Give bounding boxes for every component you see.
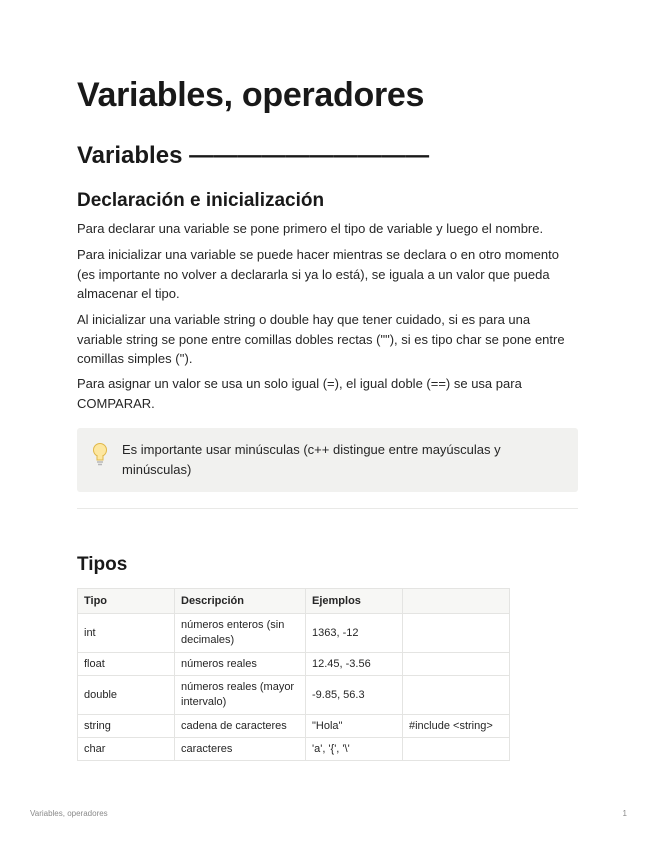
table-cell: string <box>78 715 175 738</box>
table-cell: números enteros (sin decimales) <box>175 614 306 653</box>
table-cell: #include <string> <box>403 715 510 738</box>
table-cell: double <box>78 676 175 715</box>
table-row <box>78 653 510 676</box>
table-cell: "Hola" <box>306 715 403 738</box>
table-cell <box>403 653 510 676</box>
table-cell: números reales <box>175 653 306 676</box>
column-header: Ejemplos <box>306 589 403 614</box>
table-cell: int <box>78 614 175 653</box>
table-cell: números reales (mayor intervalo) <box>175 676 306 715</box>
table-cell <box>403 738 510 761</box>
page-number: 1 <box>622 809 627 818</box>
table-cell: char <box>78 738 175 761</box>
callout-box <box>77 428 578 492</box>
types-table <box>77 588 510 761</box>
table-cell: caracteres <box>175 738 306 761</box>
table-cell <box>403 676 510 715</box>
paragraph-asignar: Para asignar un valor se usa un solo igual (=), el igual doble (==) se usa para COMPARAR. <box>77 376 522 411</box>
table-row <box>78 614 510 653</box>
table-cell: -9.85, 56.3 <box>306 676 403 715</box>
lightbulb-icon <box>92 442 108 468</box>
table-row <box>78 676 510 715</box>
table-row <box>78 715 510 738</box>
section-heading-variables: Variables —————————— <box>77 142 430 169</box>
paragraph-declarar: Para declarar una variable se pone primero el tipo de variable y luego el nombre. <box>77 221 544 236</box>
column-header <box>403 589 510 614</box>
table-cell: 'a', '{', '\' <box>306 738 403 761</box>
footer-title: Variables, operadores <box>30 809 108 818</box>
divider <box>77 508 578 509</box>
table-cell: float <box>78 653 175 676</box>
table-cell: 12.45, -3.56 <box>306 653 403 676</box>
subheading-tipos: Tipos <box>77 554 128 575</box>
paragraph-comillas: Al inicializar una variable string o double hay que tener cuidado, si es para una variable string se pone entre comillas dobles rectas (""), si es tipo char se pone entre comillas simples (''). <box>77 312 565 366</box>
table-cell: 1363, -12 <box>306 614 403 653</box>
subheading-declaracion: Declaración e inicialización <box>77 190 325 211</box>
callout-text: Es importante usar minúsculas (c++ distingue entre mayúsculas y minúsculas) <box>122 442 501 477</box>
table-header-row <box>78 589 510 614</box>
page-title: Variables, operadores <box>77 76 425 114</box>
column-header: Tipo <box>78 589 175 614</box>
paragraph-inicializar: Para inicializar una variable se puede hacer mientras se declara o en otro momento (es importante no volver a declararla si ya lo está), se iguala a un valor que pueda almacenar el tipo. <box>77 247 559 301</box>
column-header: Descripción <box>175 589 306 614</box>
table-cell: cadena de caracteres <box>175 715 306 738</box>
table-row <box>78 738 510 761</box>
table-cell <box>403 614 510 653</box>
